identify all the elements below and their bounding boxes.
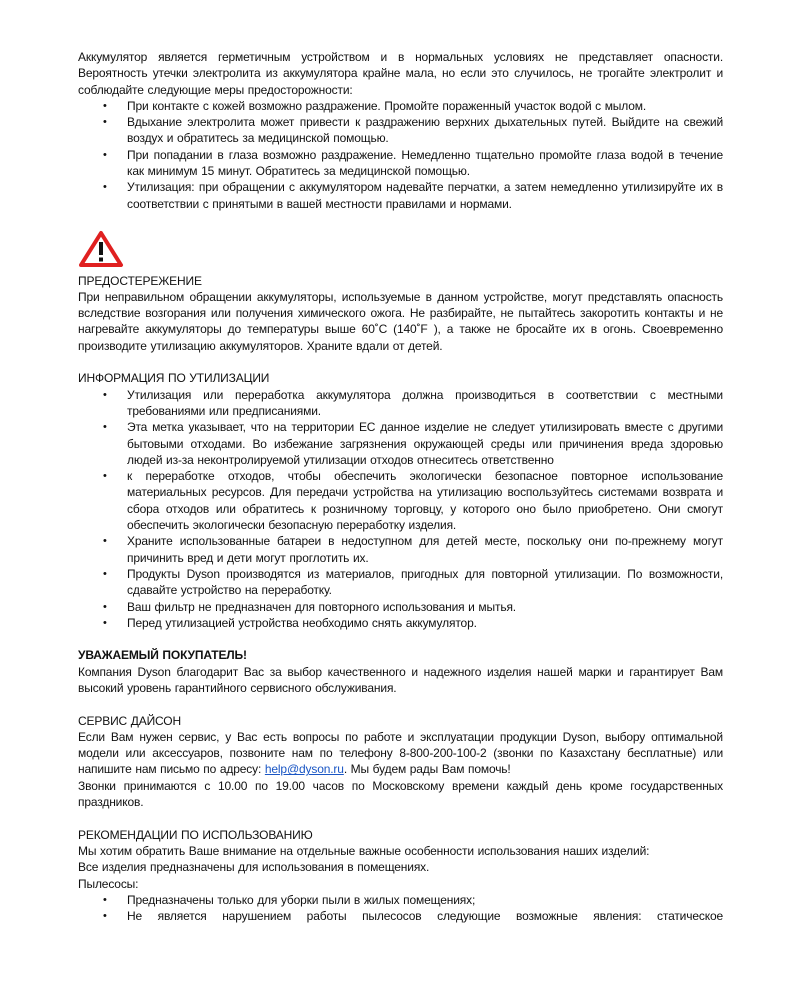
list-item-text: Перед утилизацией устройства необходимо снять аккумулятор. <box>127 615 477 630</box>
recommendations-title: РЕКОМЕНДАЦИИ ПО ИСПОЛЬЗОВАНИЮ <box>78 827 313 842</box>
list-item <box>78 98 723 114</box>
warning-paragraph: При неправильном обращении аккумуляторы, используемые в данном устройстве, могут представлять опасность вследствие возгорания или получения химического ожога. Не разбирайте, не пытайтесь закоротить контакты и не нагревайте аккумуляторы до температуры выше 60˚C (140˚F ), а также не бросайте их в огонь. Своевременно производите утилизацию аккумуляторов. Храните вдали от детей. <box>78 289 723 353</box>
service-title: СЕРВИС ДАЙСОН <box>78 713 182 728</box>
list-item-text: При контакте с кожей возможно раздражение. Промойте пораженный участок водой с мылом. <box>127 98 647 113</box>
service-text-end: . Мы будем рады Вам помочь! <box>343 762 511 777</box>
service-hours: Звонки принимаются с 10.00 по 19.00 часов по Московскому времени каждый день кроме государственных праздников. <box>78 778 723 810</box>
intro-paragraph: Аккумулятор является герметичным устройством и в нормальных условиях не представляет опасности. Вероятность утечки электролита из аккумулятора крайне мала, но если это случилось, не трогайте электролит и соблюдайте следующие меры предосторожности: <box>78 50 723 97</box>
disposal-title: ИНФОРМАЦИЯ ПО УТИЛИЗАЦИИ <box>78 371 270 386</box>
list-item-text: Продукты Dyson производятся из материалов, пригодных для повторной утилизации. По возможности, сдавайте устройство на переработку. <box>127 566 723 598</box>
bullet: • <box>103 470 107 483</box>
bullet: • <box>103 181 107 194</box>
intro-list <box>78 98 723 212</box>
bullet: • <box>103 567 107 580</box>
list-item <box>78 114 723 147</box>
bullet: • <box>103 600 107 613</box>
service-text: Если Вам нужен сервис, у Вас есть вопросы по работе и эксплуатации продукции Dyson, выбору оптимальной модели или аксессуаров, позвоните нам по телефону 8-800-200-100-2 (звонки по Казахстану бесплатные) или напишите нам письмо по адресу: <box>78 729 723 777</box>
bullet: • <box>103 388 107 401</box>
list-item <box>78 566 723 599</box>
list-item-text: Утилизация: при обращении с аккумулятором надевайте перчатки, а затем немедленно утилизируйте их в соответствии с принятыми в вашей местности правилами и нормами. <box>127 180 723 211</box>
list-item <box>78 908 723 924</box>
bullet: • <box>103 99 107 112</box>
bullet: • <box>103 116 107 129</box>
bullet: • <box>103 421 107 434</box>
list-item <box>78 599 723 615</box>
recommendations-line: Все изделия предназначены для использования в помещениях. <box>78 860 430 875</box>
service-paragraph <box>78 729 723 778</box>
disposal-list <box>78 387 723 631</box>
list-item-text: Эта метка указывает, что на территории ЕС данное изделие не следует утилизировать вместе с другими бытовыми отходами. Во избежание загрязнения окружающей среды или причинения вреда здоровью людей из-за неконтролируемой утилизации отходов отнеситесь ответственно <box>127 420 723 467</box>
email-link[interactable]: help@dyson.ru <box>264 762 344 777</box>
list-item <box>78 419 723 468</box>
list-item <box>78 387 723 420</box>
list-item-text: Не является нарушением работы пылесосов следующие возможные явления: статическое <box>127 909 723 924</box>
list-item <box>78 147 723 180</box>
list-item-text: Храните использованные батареи в недоступном для детей месте, поскольку они по-прежнему могут причинить вред и дети могут проглотить их. <box>127 534 723 565</box>
warning-triangle-icon <box>78 230 124 268</box>
customer-title: УВАЖАЕМЫЙ ПОКУПАТЕЛЬ! <box>78 648 247 663</box>
list-item <box>78 892 723 908</box>
list-item-text: Вдыхание электролита может привести к раздражению верхних дыхательных путей. Выйдите на свежий воздух и обратитесь за медицинской помощью. <box>127 115 723 146</box>
recommendations-line: Мы хотим обратить Ваше внимание на отдельные важные особенности использования наших изделий: <box>78 843 650 858</box>
recommendations-line: Пылесосы: <box>78 876 139 891</box>
bullet: • <box>103 910 107 923</box>
list-item-text: Утилизация или переработка аккумулятора должна производиться в соответствии с местными требованиями или предписаниями. <box>127 387 723 418</box>
list-item-text: Ваш фильтр не предназначен для повторного использования и мытья. <box>127 599 516 614</box>
list-item-text: Предназначены только для уборки пыли в жилых помещениях; <box>127 892 476 907</box>
bullet: • <box>103 616 107 629</box>
bullet: • <box>103 893 107 906</box>
bullet: • <box>103 535 107 548</box>
list-item-text: При попадании в глаза возможно раздражение. Немедленно тщательно промойте глаза водой в течение как минимум 15 минут. Обратитесь за медицинской помощью. <box>127 147 723 179</box>
customer-paragraph: Компания Dyson благодарит Вас за выбор качественного и надежного изделия нашей марки и гарантирует Вам высокий уровень гарантийного сервисного обслуживания. <box>78 664 723 695</box>
list-item <box>78 615 723 631</box>
list-item <box>78 179 723 212</box>
recommendations-list <box>78 892 723 925</box>
bullet: • <box>103 148 107 161</box>
list-item <box>78 468 723 533</box>
warning-title: ПРЕДОСТЕРЕЖЕНИЕ <box>78 273 202 288</box>
list-item-text: к переработке отходов, чтобы обеспечить экологически безопасное повторное использование материальных ресурсов. Для передачи устройства на утилизацию воспользуйтесь системами возврата и сбора отходов или обратитесь к розничному торговцу, у которого оно было приобретено. Они смогут обеспечить экологически безопасную переработку изделия. <box>127 469 723 533</box>
document-page <box>78 49 723 924</box>
list-item <box>78 533 723 566</box>
